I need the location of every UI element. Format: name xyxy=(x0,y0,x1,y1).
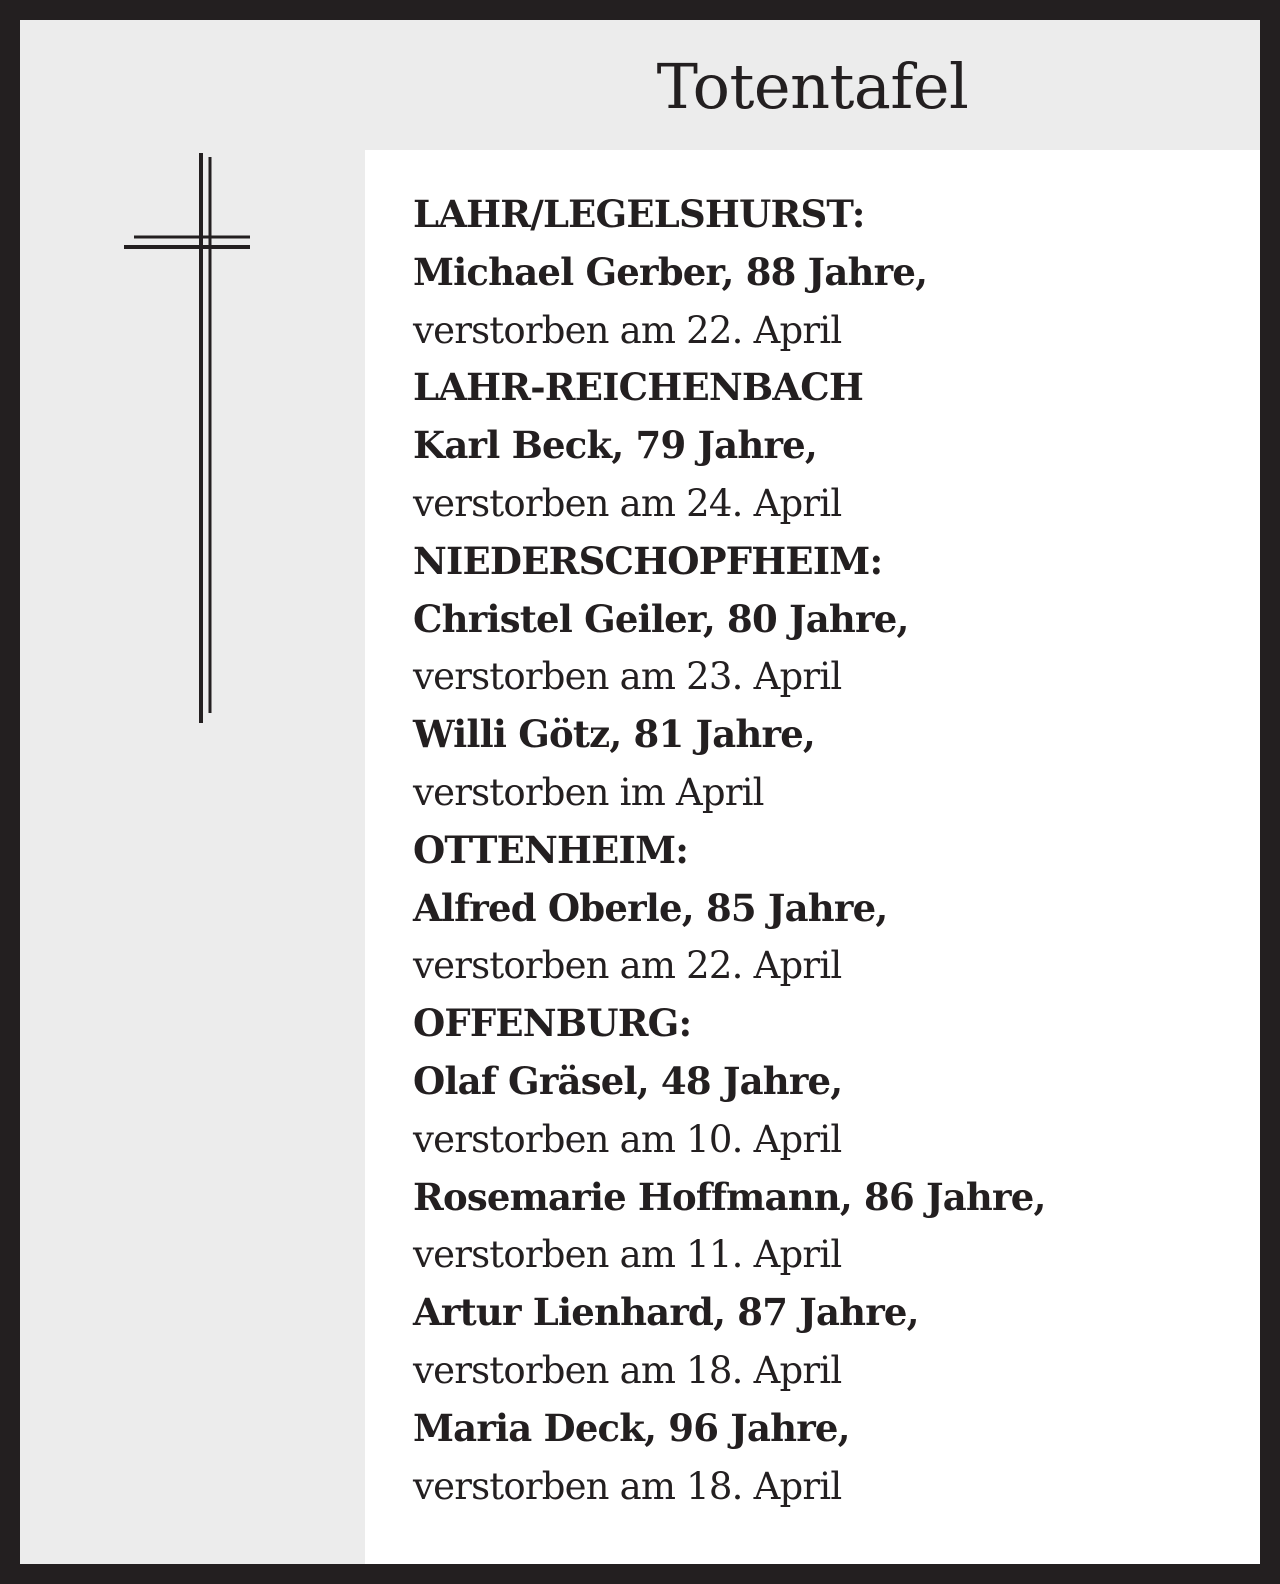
death-date: verstorben am 22. April xyxy=(413,308,842,352)
entry-niederschopfheim xyxy=(413,533,1260,822)
death-date: verstorben am 18. April xyxy=(413,1464,842,1508)
death-date: verstorben im April xyxy=(413,770,764,814)
death-date: verstorben am 10. April xyxy=(413,1117,842,1161)
person-name: Alfred Oberle, 85 Jahre, xyxy=(413,885,888,930)
place-heading: LAHR/LEGELSHURST: xyxy=(413,192,865,236)
entry-lahr-legelshurst xyxy=(413,186,1260,359)
cross-icon xyxy=(120,153,250,723)
place-heading: NIEDERSCHOPFHEIM: xyxy=(413,538,883,583)
place-heading: OFFENBURG: xyxy=(413,1001,692,1046)
person-name: Maria Deck, 96 Jahre, xyxy=(413,1405,850,1450)
obituary-list xyxy=(365,150,1260,1564)
person-name: Karl Beck, 79 Jahre, xyxy=(413,423,817,468)
entry-offenburg xyxy=(413,995,1260,1515)
death-date: verstorben am 18. April xyxy=(413,1348,842,1392)
place-heading: LAHR-REICHENBACH xyxy=(413,365,864,410)
death-date: verstorben am 23. April xyxy=(413,655,842,699)
person-name: Willi Götz, 81 Jahre, xyxy=(413,712,816,757)
person-name: Rosemarie Hoffmann, 86 Jahre, xyxy=(413,1174,1046,1219)
entry-ottenheim xyxy=(413,822,1260,995)
death-date: verstorben am 22. April xyxy=(413,944,842,988)
place-heading: OTTENHEIM: xyxy=(413,827,689,872)
death-date: verstorben am 24. April xyxy=(413,481,842,525)
page-title: Totentafel xyxy=(656,50,969,123)
entry-lahr-reichenbach xyxy=(413,359,1260,532)
death-date: verstorben am 11. April xyxy=(413,1233,842,1277)
person-name: Olaf Gräsel, 48 Jahre, xyxy=(413,1058,843,1103)
person-name: Artur Lienhard, 87 Jahre, xyxy=(413,1290,919,1335)
person-name: Michael Gerber, 88 Jahre, xyxy=(413,249,928,294)
person-name: Christel Geiler, 80 Jahre, xyxy=(413,596,909,641)
